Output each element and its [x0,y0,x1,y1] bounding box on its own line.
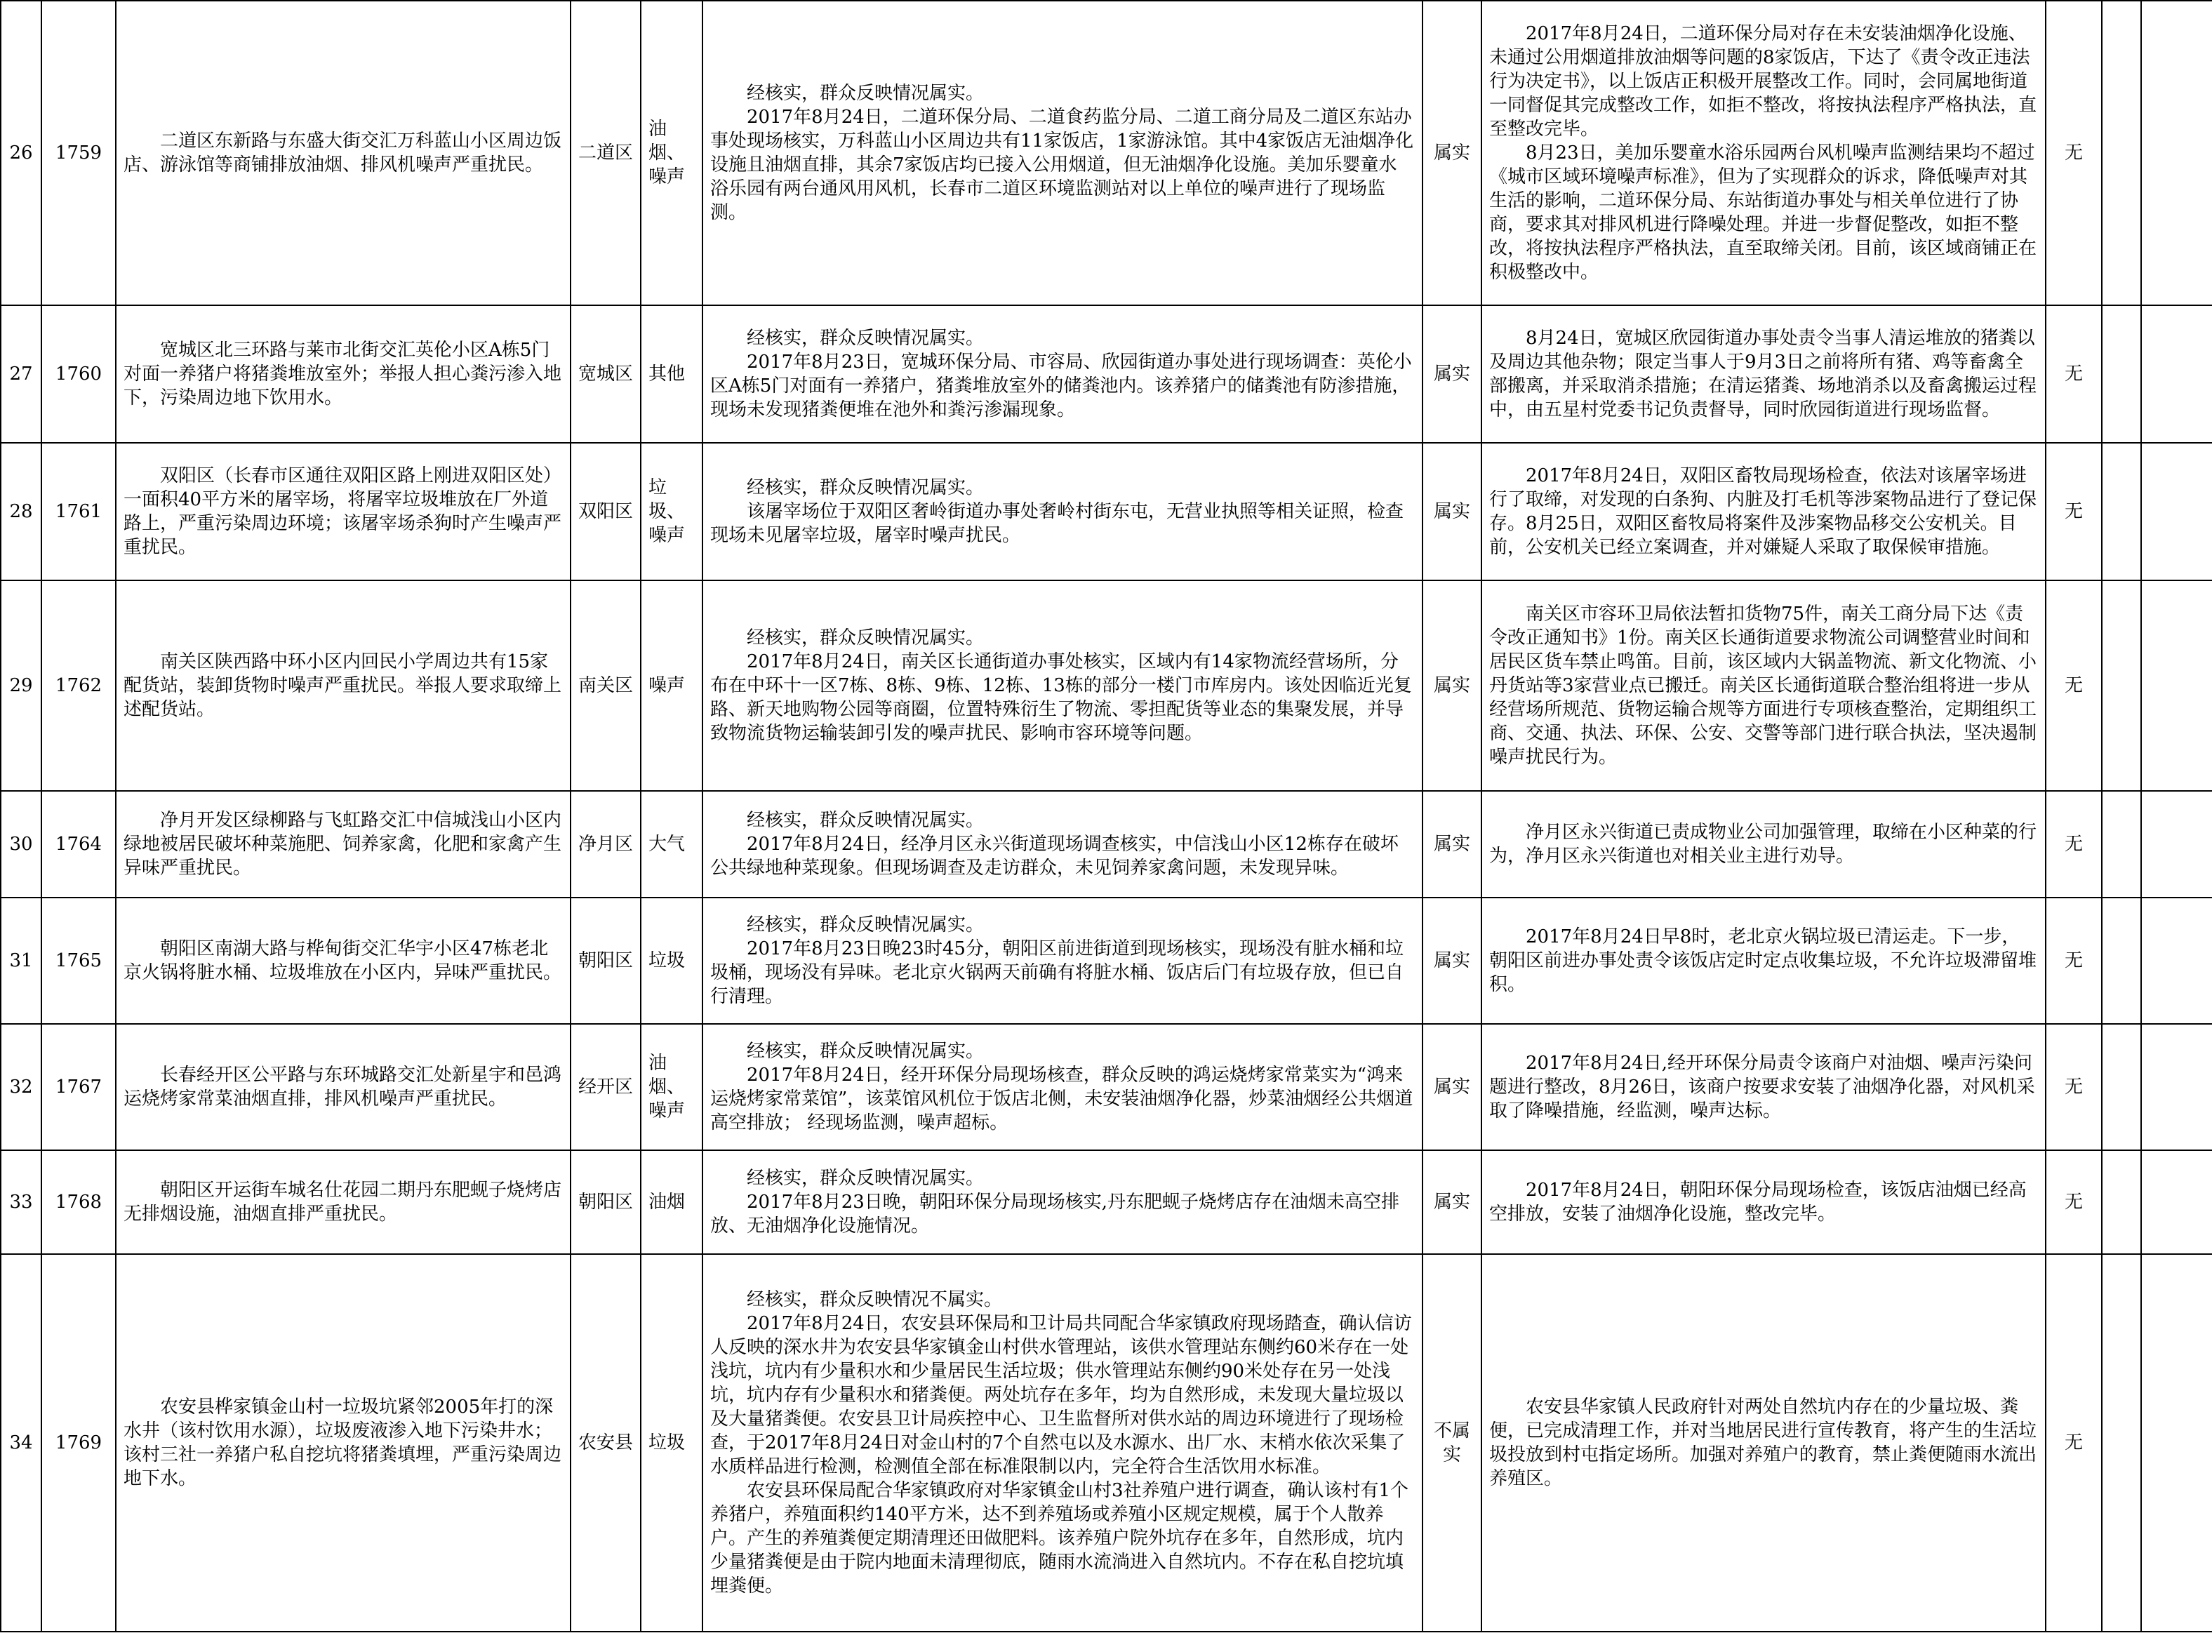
handling-cell [1481,443,2046,580]
case-id: 1762 [41,580,116,791]
case-id: 1764 [41,791,116,898]
table-row [1,305,2212,443]
verification-paragraph: 经核实，群众反映情况属实。 [747,328,985,349]
pollution-type-cell: 油烟、噪声 [641,1,702,305]
complaint-text [116,1,571,305]
row-number: 27 [1,305,41,443]
pollution-type-cell: 油烟、噪声 [641,1024,702,1150]
verification-cell [702,898,1423,1024]
responsibility-cell: 无 [2046,1024,2102,1150]
blank-cell [2141,1,2212,305]
district-cell: 朝阳区 [571,898,641,1024]
blank-cell [2102,580,2141,791]
pollution-type-cell: 大气 [641,791,702,898]
case-id: 1765 [41,898,116,1024]
verdict-cell: 属实 [1423,1150,1481,1254]
blank-cell [2141,1150,2212,1254]
handling-cell [1481,580,2046,791]
verification-paragraph: 2017年8月24日，二道环保分局、二道食药监分局、二道工商分局及二道区东站办事处现场核实，万科蓝山小区周边共有11家饭店，1家游泳馆。其中4家饭店无油烟净化设施且油烟直排，其余7家饭店均已接入公用烟道，但无油烟净化设施。美加乐婴童水浴乐园有两台通风用风机，长春市二道区环境监测站对以上单位的噪声进行了现场监测。 [710,107,1414,223]
blank-cell [2102,1,2141,305]
row-number: 33 [1,1150,41,1254]
district-cell: 净月区 [571,791,641,898]
district-cell: 双阳区 [571,443,641,580]
handling-paragraph: 2017年8月24日早8时，老北京火锅垃圾已清运走。下一步，朝阳区前进办事处责令该饭店定时定点收集垃圾，不允许垃圾滞留堆积。 [1489,926,2037,995]
district-cell: 南关区 [571,580,641,791]
row-number: 34 [1,1254,41,1632]
handling-paragraph: 净月区永兴街道已责成物业公司加强管理，取缔在小区种菜的行为，净月区永兴街道也对相关业主进行劝导。 [1489,822,2037,867]
blank-cell [2102,1024,2141,1150]
blank-cell [2141,898,2212,1024]
handling-paragraph: 2017年8月24日，双阳区畜牧局现场检查，依法对该屠宰场进行了取缔，对发现的白条狗、内脏及打毛机等涉案物品进行了登记保存。8月25日，双阳区畜牧局将案件及涉案物品移交公安机关。目前，公安机关已经立案调查，并对嫌疑人采取了取保候审措施。 [1489,465,2037,558]
case-id: 1769 [41,1254,116,1632]
handling-cell [1481,1254,2046,1632]
verification-paragraph: 2017年8月24日，农安县环保局和卫计局共同配合华家镇政府现场踏查，确认信访人反映的深水井为农安县华家镇金山村供水管理站，该供水管理站东侧约60米存在一处浅坑，坑内有少量积水和少量居民生活垃圾；供水管理站东侧约90米处存在另一处浅坑，坑内存有少量积水和猪粪便。两处坑存在多年，均为自然形成，未发现大量垃圾以及大量猪粪便。农安县卫计局疾控中心、卫生监督所对供水站的周边环境进行了现场检查，于2017年8月24日对金山村的7个自然屯以及水源水、出厂水、末梢水依次采集了水质样品进行检测，检测值全部在标准限制以内，完全符合生活饮用水标准。 [710,1313,1412,1477]
pollution-type-cell: 噪声 [641,580,702,791]
verification-paragraph: 2017年8月24日，经开环保分局现场核查，群众反映的鸿运烧烤家常菜实为“鸿来运烧烤家常菜馆”，该菜馆风机位于饭店北侧，未安装油烟净化器，炒菜油烟经公共烟道高空排放； 经现场监测，噪声超标。 [710,1065,1413,1133]
verification-cell [702,1,1423,305]
complaint-paragraph: 净月开发区绿柳路与飞虹路交汇中信城浅山小区内绿地被居民破坏种菜施肥、饲养家禽，化肥和家禽产生异味严重扰民。 [124,810,562,879]
verification-paragraph: 经核实，群众反映情况属实。 [747,914,985,935]
case-id: 1761 [41,443,116,580]
verification-paragraph: 农安县环保局配合华家镇政府对华家镇金山村3社养殖户进行调查，确认该村有1个养猪户，养殖面积约140平方米，达不到养殖场或养殖小区规定规模，属于个人散养户。产生的养殖粪便定期清理还田做肥料。该养殖户院外坑存在多年，自然形成，坑内少量猪粪便是由于院内地面未清理彻底，随雨水流淌进入自然坑内。不存在私自挖坑填埋粪便。 [710,1480,1409,1597]
verification-cell [702,443,1423,580]
district-cell: 二道区 [571,1,641,305]
verdict-cell: 属实 [1423,443,1481,580]
table-row [1,580,2212,791]
district-cell: 经开区 [571,1024,641,1150]
case-id: 1767 [41,1024,116,1150]
handling-paragraph: 2017年8月24日,经开环保分局责令该商户对油烟、噪声污染问题进行整改，8月26日，该商户按要求安装了油烟净化器，对风机采取了降噪措施，经监测，噪声达标。 [1489,1053,2035,1121]
complaint-paragraph: 朝阳区开运街车城名仕花园二期丹东肥蚬子烧烤店无排烟设施，油烟直排严重扰民。 [124,1180,562,1225]
verification-cell [702,1024,1423,1150]
case-id: 1768 [41,1150,116,1254]
complaint-text [116,791,571,898]
district-cell: 宽城区 [571,305,641,443]
handling-cell [1481,305,2046,443]
table-row [1,791,2212,898]
handling-cell [1481,1024,2046,1150]
responsibility-cell: 无 [2046,443,2102,580]
verification-paragraph: 经核实，群众反映情况属实。 [747,810,985,831]
verification-cell [702,791,1423,898]
verification-cell [702,580,1423,791]
responsibility-cell: 无 [2046,898,2102,1024]
verdict-cell: 属实 [1423,1,1481,305]
table-row [1,443,2212,580]
table-row [1,898,2212,1024]
verification-paragraph: 2017年8月23日，宽城环保分局、市容局、欣园街道办事处进行现场调查：英伦小区A栋5门对面有一养猪户，猪粪堆放室外的储粪池内。该养猪户的储粪池有防渗措施，现场未发现猪粪便堆在池外和粪污渗漏现象。 [710,352,1412,420]
verification-paragraph: 2017年8月24日，南关区长通街道办事处核实，区域内有14家物流经营场所，分布在中环十一区7栋、8栋、9栋、12栋、13栋的部分一楼门市库房内。该处因临近光复路、新天地购物公园等商圈，位置特殊衍生了物流、零担配货等业态的集聚发展，并导致物流货物运输装卸引发的噪声扰民、影响市容环境等问题。 [710,651,1412,744]
handling-cell [1481,1150,2046,1254]
handling-cell [1481,1,2046,305]
blank-cell [2102,898,2141,1024]
complaint-text [116,1150,571,1254]
complaint-paragraph: 农安县桦家镇金山村一垃圾坑紧邻2005年打的深水井（该村饮用水源），垃圾废液渗入地下污染井水；该村三社一养猪户私自挖坑将猪粪填埋，严重污染周边地下水。 [124,1397,562,1489]
verification-paragraph: 经核实，群众反映情况属实。 [747,1168,985,1189]
complaint-paragraph: 长春经开区公平路与东环城路交汇处新星宇和邑鸿运烧烤家常菜油烟直排，排风机噪声严重扰民。 [124,1065,562,1110]
district-cell: 朝阳区 [571,1150,641,1254]
verification-paragraph: 经核实，群众反映情况属实。 [747,83,985,104]
responsibility-cell: 无 [2046,1254,2102,1632]
verification-paragraph: 经核实，群众反映情况属实。 [747,477,985,498]
row-number: 28 [1,443,41,580]
responsibility-cell: 无 [2046,1,2102,305]
blank-cell [2102,791,2141,898]
verdict-cell: 属实 [1423,1024,1481,1150]
pollution-type-cell: 垃圾 [641,1254,702,1632]
verification-paragraph: 2017年8月23日晚，朝阳环保分局现场核实,丹东肥蚬子烧烤店存在油烟未高空排放、无油烟净化设施情况。 [710,1192,1400,1237]
verdict-cell: 属实 [1423,580,1481,791]
blank-cell [2141,305,2212,443]
handling-paragraph: 农安县华家镇人民政府针对两处自然坑内存在的少量垃圾、粪便，已完成清理工作，并对当地居民进行宣传教育，将产生的生活垃圾投放到村屯指定场所。加强对养殖户的教育，禁止粪便随雨水流出养殖区。 [1489,1397,2037,1489]
complaint-paragraph: 南关区陕西路中环小区内回民小学周边共有15家配货站，装卸货物时噪声严重扰民。举报人要求取缔上述配货站。 [124,651,562,720]
verdict-cell: 不属实 [1423,1254,1481,1632]
pollution-type-cell: 垃圾 [641,898,702,1024]
responsibility-cell: 无 [2046,580,2102,791]
table-row [1,1,2212,305]
pollution-type-cell: 其他 [641,305,702,443]
pollution-type-cell: 油烟 [641,1150,702,1254]
row-number: 29 [1,580,41,791]
blank-cell [2141,443,2212,580]
blank-cell [2141,1254,2212,1632]
handling-paragraph: 8月23日，美加乐婴童水浴乐园两台风机噪声监测结果均不超过《城市区域环境噪声标准》，但为了实现群众的诉求，降低噪声对其生活的影响，二道环保分局、东站街道办事处与相关单位进行了协商，要求其对排风机进行降噪处理。并进一步督促整改，如拒不整改，将按执法程序严格执法，直至取缔关闭。目前，该区域商铺正在积极整改中。 [1489,142,2037,283]
blank-cell [2102,305,2141,443]
verification-paragraph: 经核实，群众反映情况属实。 [747,1041,985,1062]
handling-paragraph: 2017年8月24日，二道环保分局对存在未安装油烟净化设施、未通过公用烟道排放油烟等问题的8家饭店，下达了《责令改正违法行为决定书》，以上饭店正积极开展整改工作。同时，会同属地街道一同督促其完成整改工作，如拒不整改，将按执法程序严格执法，直至整改完毕。 [1489,23,2037,140]
complaint-paragraph: 二道区东新路与东盛大街交汇万科蓝山小区周边饭店、游泳馆等商铺排放油烟、排风机噪声严重扰民。 [124,131,562,175]
row-number: 26 [1,1,41,305]
handling-paragraph: 8月24日，宽城区欣园街道办事处责令当事人清运堆放的猪粪以及周边其他杂物；限定当事人于9月3日之前将所有猪、鸡等畜禽全部搬离，并采取消杀措施；在清运猪粪、场地消杀以及畜禽搬运过程中，由五星村党委书记负责督导，同时欣园街道进行现场监督。 [1489,328,2037,420]
handling-cell [1481,898,2046,1024]
blank-cell [2102,1254,2141,1632]
complaint-paragraph: 宽城区北三环路与莱市北街交汇英伦小区A栋5门对面一养猪户将猪粪堆放室外；举报人担心粪污渗入地下，污染周边地下饮用水。 [124,340,562,408]
complaint-text [116,580,571,791]
blank-cell [2102,443,2141,580]
complaint-text [116,305,571,443]
pollution-type-cell: 垃圾、噪声 [641,443,702,580]
verdict-cell: 属实 [1423,305,1481,443]
handling-paragraph: 2017年8月24日，朝阳环保分局现场检查，该饭店油烟已经高空排放，安装了油烟净化设施，整改完毕。 [1489,1180,2027,1225]
table-row [1,1150,2212,1254]
blank-cell [2141,791,2212,898]
handling-paragraph: 南关区市容环卫局依法暂扣货物75件，南关工商分局下达《责令改正通知书》1份。南关区长通街道要求物流公司调整营业时间和居民区货车禁止鸣笛。目前，该区域内大锅盖物流、新文化物流、小丹货站等3家营业点已搬迁。南关区长通街道联合整治组将进一步从经营场所规范、货物运输合规等方面进行专项核查整治，定期组织工商、交通、执法、环保、公安、交警等部门进行联合执法，坚决遏制噪声扰民行为。 [1489,604,2037,768]
responsibility-cell: 无 [2046,305,2102,443]
complaint-paragraph: 朝阳区南湖大路与桦甸街交汇华宇小区47栋老北京火锅将脏水桶、垃圾堆放在小区内，异味严重扰民。 [124,938,562,983]
complaint-text [116,443,571,580]
case-id: 1760 [41,305,116,443]
table-row [1,1024,2212,1150]
verification-cell [702,1254,1423,1632]
verification-paragraph: 经核实，群众反映情况不属实。 [747,1289,1003,1310]
verification-paragraph: 2017年8月24日，经净月区永兴街道现场调查核实，中信浅山小区12栋存在破坏公共绿地种菜现象。但现场调查及走访群众，未见饲养家禽问题，未发现异味。 [710,834,1399,879]
complaint-text [116,898,571,1024]
verification-paragraph: 2017年8月23日晚23时45分，朝阳区前进街道到现场核实，现场没有脏水桶和垃圾桶，现场没有异味。老北京火锅两天前确有将脏水桶、饭店后门有垃圾存放，但已自行清理。 [710,938,1404,1007]
district-cell: 农安县 [571,1254,641,1632]
verdict-cell: 属实 [1423,898,1481,1024]
handling-cell [1481,791,2046,898]
verification-paragraph: 该屠宰场位于双阳区奢岭街道办事处奢岭村街东屯，无营业执照等相关证照，检查现场未见屠宰垃圾，屠宰时噪声扰民。 [710,501,1404,546]
blank-cell [2141,580,2212,791]
row-number: 32 [1,1024,41,1150]
verification-paragraph: 经核实，群众反映情况属实。 [747,627,985,648]
responsibility-cell: 无 [2046,791,2102,898]
verdict-cell: 属实 [1423,791,1481,898]
complaint-text [116,1024,571,1150]
row-number: 31 [1,898,41,1024]
responsibility-cell: 无 [2046,1150,2102,1254]
row-number: 30 [1,791,41,898]
complaint-text [116,1254,571,1632]
verification-cell [702,1150,1423,1254]
verification-cell [702,305,1423,443]
blank-cell [2102,1150,2141,1254]
blank-cell [2141,1024,2212,1150]
case-id: 1759 [41,1,116,305]
table-row [1,1254,2212,1632]
complaint-paragraph: 双阳区（长春市区通往双阳区路上刚进双阳区处）一面积40平方米的屠宰场，将屠宰垃圾堆放在厂外道路上，严重污染周边环境；该屠宰场杀狗时产生噪声严重扰民。 [124,465,562,558]
